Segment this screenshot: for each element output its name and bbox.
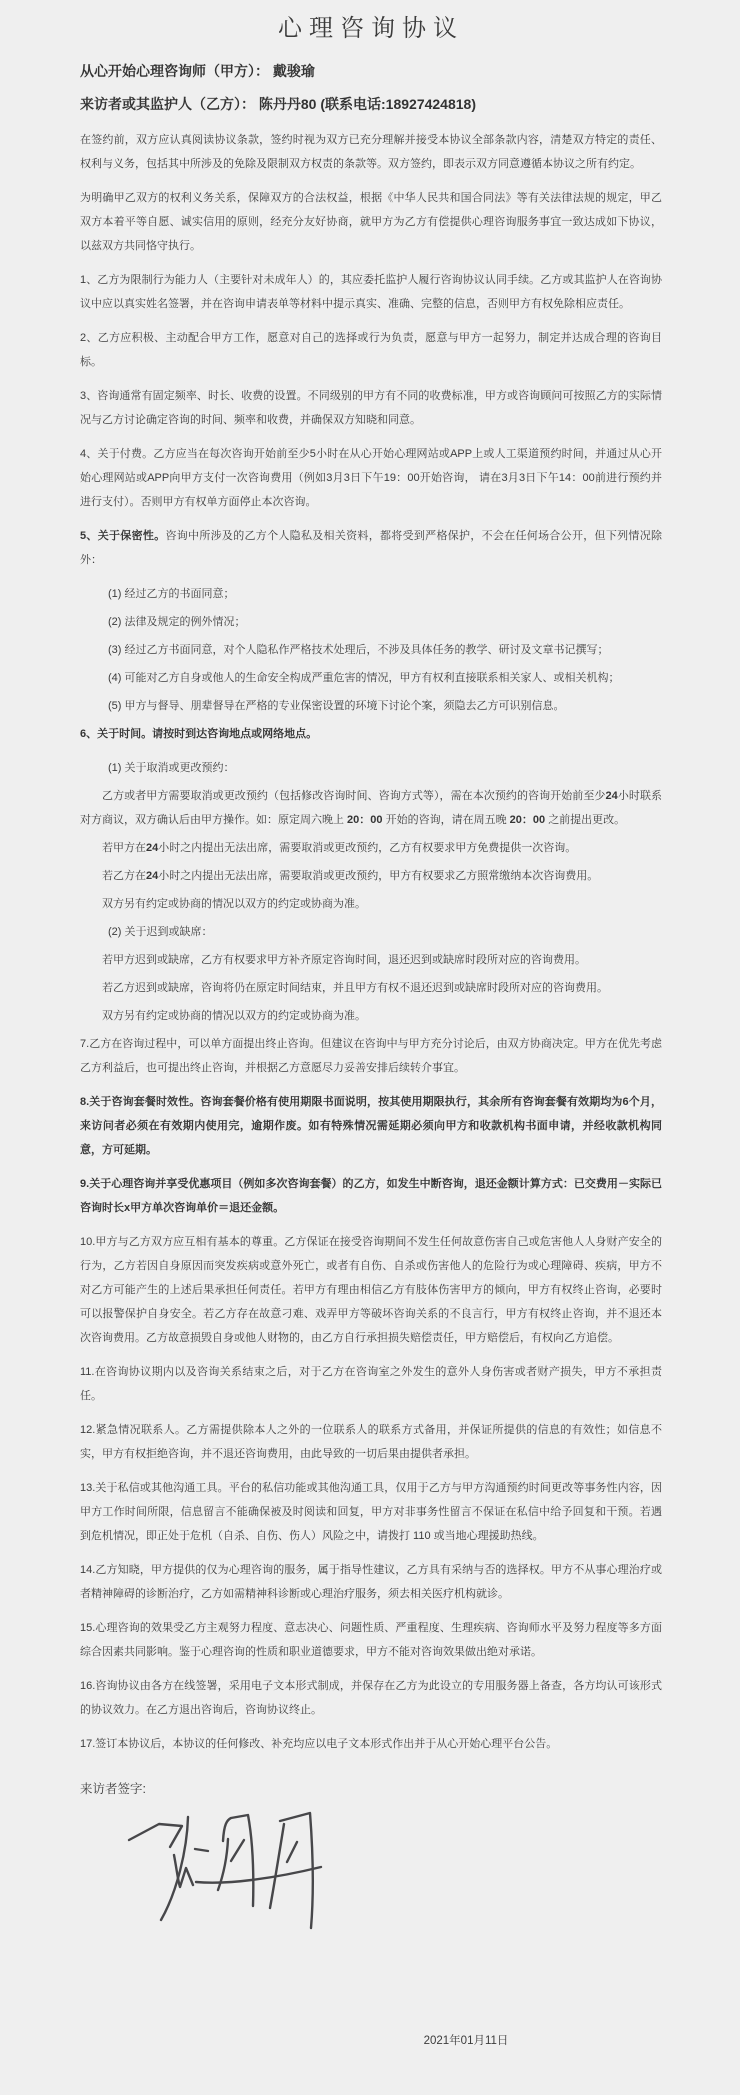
paragraph: 12.紧急情况联系人。乙方需提供除本人之外的一位联系人的联系方式备用，并保证所提供的信息的有效性；如信息不实，甲方有权拒绝咨询，并不退还咨询费用，由此导致的一切后果由提供者承担。 [80,1424,662,1460]
agreement-date: 2021年01月11日 [423,2035,509,2047]
paragraph: 6、关于时间。请按时到达咨询地点或网络地点。 [80,728,318,740]
paragraph: 9.关于心理咨询并享受优惠项目（例如多次咨询套餐）的乙方，如发生中断咨询，退还金额计算方式：已交费用－实际已咨询时长x甲方单次咨询单价＝退还金额。 [80,1178,662,1214]
handwritten-signature-icon [126,1810,328,1937]
paragraph: 15.心理咨询的效果受乙方主观努力程度、意志决心、问题性质、严重程度、生理疾病、咨询师水平及努力程度等多方面综合因素共同影响。鉴于心理咨询的性质和职业道德要求，甲方不能对咨询效果做出绝对承诺。 [80,1622,662,1658]
paragraph: 双方另有约定或协商的情况以双方的约定或协商为准。 [102,898,366,910]
paragraph: 若乙方迟到或缺席，咨询将仍在原定时间结束，并且甲方有权不退还迟到或缺席时段所对应的咨询费用。 [102,982,608,994]
paragraph: 2、乙方应积极、主动配合甲方工作，愿意对自己的选择或行为负责，愿意与甲方一起努力，制定并达成合理的咨询目标。 [80,332,662,368]
paragraph: 10.甲方与乙方双方应互相有基本的尊重。乙方保证在接受咨询期间不发生任何故意伤害自己或危害他人人身财产安全的行为，乙方若因自身原因而突发疾病或意外死亡，或者有自伤、自杀或伤害他人的危险行为或心理障碍、疾病，甲方不对乙方可能产生的上述后果承担任何责任。若甲方有理由相信乙方有肢体伤害甲方的倾向，甲方有权终止咨询，必要时可以报警保护自身安全。若乙方存在故意刁难、戏弄甲方等破坏咨询关系的不良言行，甲方有权终止咨询，并不退还本次咨询费用。乙方故意损毁自身或他人财物的，由乙方自行承担损失赔偿责任，甲方赔偿后，有权向乙方追偿。 [80,1236,662,1344]
paragraph: (2) 法律及规定的例外情况； [108,616,246,628]
paragraph: 3、咨询通常有固定频率、时长、收费的设置。不同级别的甲方有不同的收费标准，甲方或咨询顾问可按照乙方的实际情况与乙方讨论确定咨询的时间、频率和收费，并确保双方知晓和同意。 [80,390,662,426]
paragraph: 在签约前，双方应认真阅读协议条款，签约时视为双方已充分理解并接受本协议全部条款内容，清楚双方特定的责任、权利与义务，包括其中所涉及的免除及限制双方权责的条款等。双方签约，即表示双方同意遵循本协议之所有约定。 [80,134,662,170]
party-b-line: 来访者或其监护人（乙方）： 陈丹丹80 (联系电话:18927424818) [80,96,476,112]
paragraph: (5) 甲方与督导、朋辈督导在严格的专业保密设置的环境下讨论个案，须隐去乙方可识别信息。 [108,700,565,712]
paragraph: (1) 关于取消或更改预约： [108,762,235,774]
paragraph: 若乙方在24小时之内提出无法出席，需要取消或更改预约，甲方有权要求乙方照常缴纳本次咨询费用。 [102,870,599,882]
paragraph: 13.关于私信或其他沟通工具。平台的私信功能或其他沟通工具，仅用于乙方与甲方沟通预约时间更改等事务性内容，因甲方工作时间所限，信息留言不能确保被及时阅读和回复，甲方对非事务性留言不保证在私信中给予回复和干预。若遇到危机情况，即正处于危机（自杀、自伤、伤人）风险之中，请拨打 110 或当地心理援助热线。 [80,1482,662,1542]
paragraph: 17.签订本协议后，本协议的任何修改、补充均应以电子文本形式作出并于从心开始心理平台公告。 [80,1738,558,1750]
paragraph: 双方另有约定或协商的情况以双方的约定或协商为准。 [102,1010,366,1022]
paragraph: 1、乙方为限制行为能力人（主要针对未成年人）的，其应委托监护人履行咨询协议认同手续。乙方或其监护人在咨询协议中应以真实姓名签署，并在咨询申请表单等材料中提示真实、准确、完整的信息，否则甲方有权免除相应责任。 [80,274,662,310]
paragraph: 若甲方在24小时之内提出无法出席，需要取消或更改预约，乙方有权要求甲方免费提供一次咨询。 [102,842,577,854]
paragraph: 为明确甲乙双方的权利义务关系，保障双方的合法权益，根据《中华人民共和国合同法》等有关法律法规的规定，甲乙双方本着平等自愿、诚实信用的原则，经充分友好协商，就甲方为乙方有偿提供心理咨询服务事宜一致达成如下协议，以兹双方共同恪守执行。 [80,192,662,252]
signature-image [126,1810,328,1937]
paragraph: (3) 经过乙方书面同意，对个人隐私作严格技术处理后，不涉及具体任务的教学、研讨及文章书记撰写； [108,644,609,656]
paragraph: (4) 可能对乙方自身或他人的生命安全构成严重危害的情况，甲方有权利直接联系相关家人、或相关机构； [108,672,620,684]
paragraph: (1) 经过乙方的书面同意； [108,588,235,600]
agreement-body [80,128,662,1756]
paragraph: 16.咨询协议由各方在线签署，采用电子文本形式制成，并保存在乙方为此设立的专用服务器上备查，各方均认可该形式的协议效力。在乙方退出咨询后，咨询协议终止。 [80,1680,662,1716]
page-title: 心理咨询协议 [278,15,464,42]
paragraph: (2) 关于迟到或缺席： [108,926,213,938]
paragraph: 4、关于付费。乙方应当在每次咨询开始前至少5小时在从心开始心理网站或APP上或人工渠道预约时间，并通过从心开始心理网站或APP向甲方支付一次咨询费用（例如3月3日下午19：00开始咨询， 请在3月3日下午14：00前进行预约并进行支付）。否则甲方有权单方面停止本次咨询。 [80,448,662,508]
paragraph: 11.在咨询协议期内以及咨询关系结束之后，对于乙方在咨询室之外发生的意外人身伤害或者财产损失，甲方不承担责任。 [80,1366,662,1402]
paragraph: 14.乙方知晓，甲方提供的仅为心理咨询的服务，属于指导性建议，乙方具有采纳与否的选择权。甲方不从事心理治疗或者精神障碍的诊断治疗，乙方如需精神科诊断或心理治疗服务，须去相关医疗机构就诊。 [80,1564,662,1600]
paragraph: 8.关于咨询套餐时效性。咨询套餐价格有使用期限书面说明，按其使用期限执行，其余所有咨询套餐有效期均为6个月，来访问者必须在有效期内使用完，逾期作废。如有特殊情况需延期必须向甲方和收款机构书面申请，并经收款机构同意，方可延期。 [80,1096,662,1156]
paragraph: 若甲方迟到或缺席，乙方有权要求甲方补齐原定咨询时间，退还迟到或缺席时段所对应的咨询费用。 [102,954,586,966]
paragraph: 7.乙方在咨询过程中，可以单方面提出终止咨询。但建议在咨询中与甲方充分讨论后，由双方协商决定。甲方在优先考虑乙方利益后，也可提出终止咨询，并根据乙方意愿尽力妥善安排后续转介事宜。 [80,1038,662,1074]
party-a-line: 从心开始心理咨询师（甲方）： 戴骏瑜 [80,63,315,79]
signature-label: 来访者签字: [80,1782,146,1796]
paragraph: 乙方或者甲方需要取消或更改预约（包括修改咨询时间、咨询方式等），需在本次预约的咨询开始前至少24小时联系对方商议，双方确认后由甲方操作。如：原定周六晚上 20：00 开始的咨询，请在周五晚 20：00 之前提出更改。 [80,790,663,826]
paragraph: 5、关于保密性。咨询中所涉及的乙方个人隐私及相关资料，都将受到严格保护，不会在任何场合公开，但下列情况除外： [80,530,662,566]
